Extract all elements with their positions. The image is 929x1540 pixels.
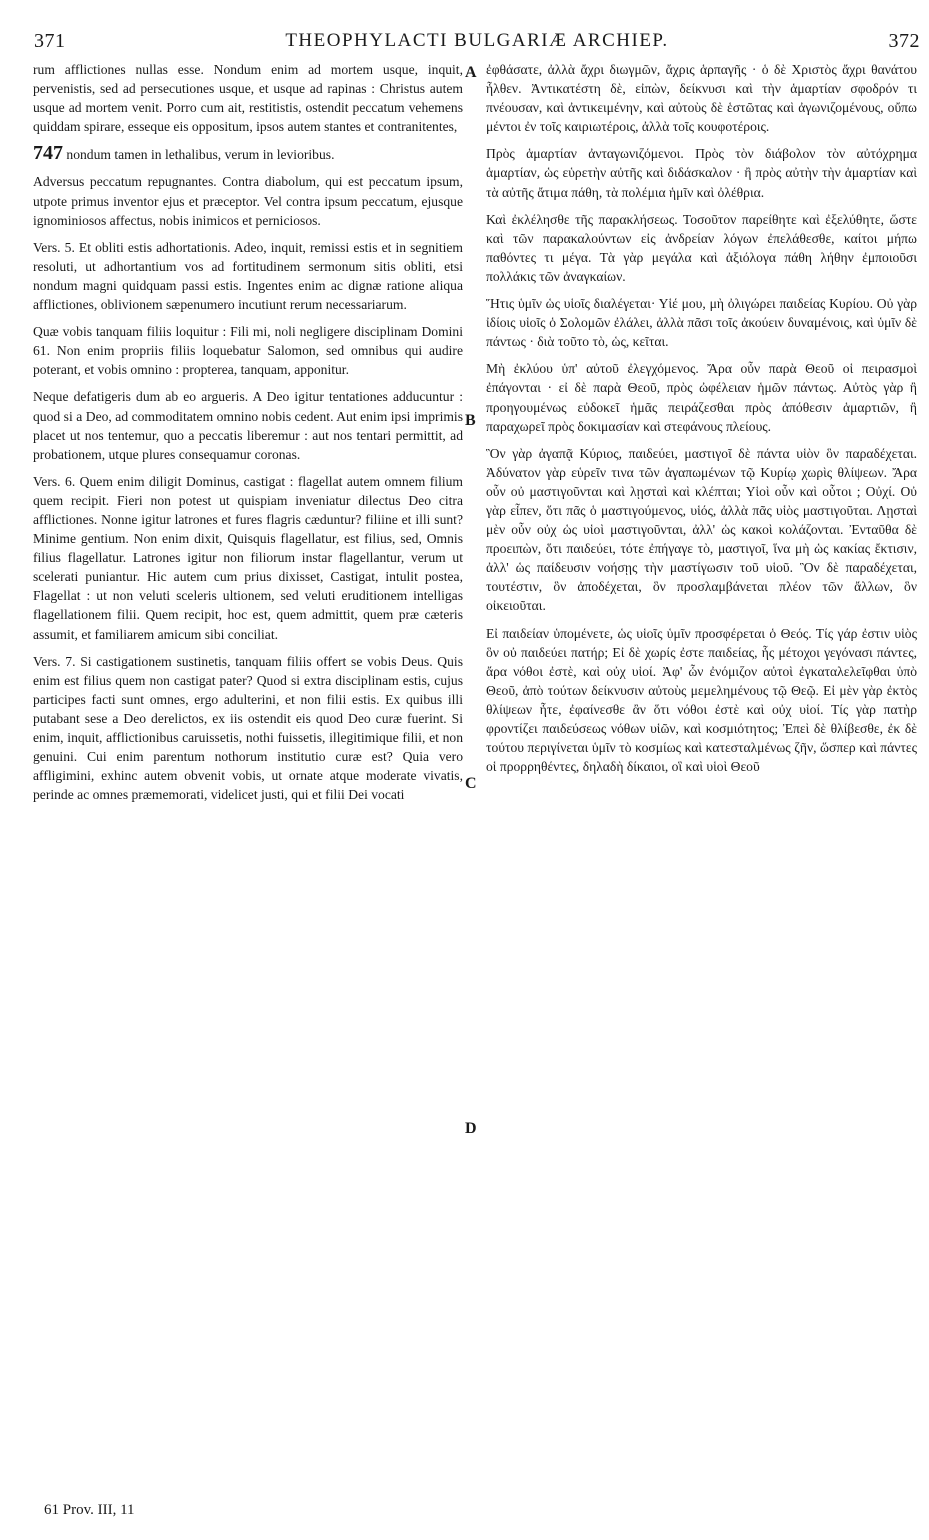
greek-paragraph: Εἰ παιδείαν ὑπομένετε, ὡς υἱοῖς ὑμῖν προσφέρεται ὁ Θεός. Τίς γάρ ἐστιν υἱὸς ὃν οὐ παιδεύει πατήρ; Εἰ δὲ χωρίς ἐστε παιδείας, ἧς μέτοχοι γεγόνασι πάντες, ἄρα νόθοι ἐστὲ, καὶ οὐχ υἱοί. Ἀφ' ὧν ἐνόμιζον αὐτοὶ ἐγκαταλελεῖφθαι ὑπὸ Θεοῦ, ἀπὸ τούτων δείκνυσιν αὐτοὺς μεμελημένους τῷ Θεῷ. Εἰ μὲν γὰρ ἐκτὸς θλίψεων ἦτε, ἐφαίνεσθε ἂν ὅτι νόθοι ἐστὲ καὶ οὐχ υἱοί. Τίς γὰρ πατὴρ φροντίζει παιδεύσεως νόθων υἱῶν, καὶ κοσμιότητος; Ἐπεὶ δὲ θλίβεσθε, ἐκ δὲ τούτου περιγίνεται ὑμῖν τὸ κοσμίως καὶ κατεσταλμένως ζῆν, ὥσπερ καὶ πάντες οἱ προρρηθέντες, δηλαδὴ δίκαιοι, οἳ καὶ υἱοὶ Θεοῦ [486, 625, 917, 775]
footnote: 61 Prov. III, 11 [44, 1502, 135, 1518]
latin-column [33, 60, 463, 812]
page-header [34, 0, 920, 58]
latin-paragraph: rum afflictiones nullas esse. Nondum enim ad mortem usque, inquit, pervenistis, sed ad persecutiones usque, et usque ad rapinas : Christus autem usque ad mortem venit. Porro cum ait, restitistis, ostendit peccatum vehemens quiddam spirare, esseque eis oppositum, ipsos autem stantes et contranitentes, [33, 62, 463, 135]
latin-paragraph: Vers. 7. Si castigationem sustinetis, tanquam filiis offert se vobis Deus. Quis enim est filius quem non castigat pater? Quod si extra disciplinam estis, cujus participes facti sunt omnes, ergo adulterini, et non filii estis. Ex quibus illi putabant sese a Deo derelictos, ex iis ostendit eis quod Deo curæ fuerint. Si enim, inquit, afflictionibus caruissetis, nothi fuissetis, illegitimique filii, et non genuini. Cui enim parentum nothorum institutio curæ est? Quia vero affligimini, exhinc autem obvenit vobis, ut ornate atque moderate vivatis, perinde ac omnes præmemorati, videlicet justi, qui et filii Dei vocati [33, 653, 463, 803]
latin-paragraph: Neque defatigeris dum ab eo argueris. A Deo igitur tentationes adducuntur : quod si a Deo, ad commoditatem omnino nobis cedent. Aut enim ipsi imprimis placet ut nos tentemur, quo a peccatis liberemur : aut nos tentari permittit, ad probationem, utque plures consequamur coronas. [33, 389, 463, 462]
page-number-right: 372 [888, 30, 920, 52]
latin-paragraph: Quæ vobis tanquam filiis loquitur : Fili mi, noli negligere disciplinam Domini 61. Non enim propriis filiis loquebatur Salomon, sed omnibus qui audire poterant, et vobis omnino : propterea, tanquam, apponitur. [33, 324, 463, 378]
latin-paragraph-text: nondum tamen in lethalibus, verum in levioribus. [66, 147, 335, 163]
greek-paragraph: Μὴ ἐκλύου ὑπ' αὐτοῦ ἐλεγχόμενος. Ἄρα οὖν παρὰ Θεοῦ οἱ πειρασμοὶ ἐπάγονται · εἰ δὲ παρὰ Θεοῦ, πρὸς ὠφέλειαν ἡμῶν πάντως. Αὐτὸς γὰρ ἢ προηγουμένως εὐδοκεῖ ἡμᾶς πειράζεσθαι πρὸς ἀπόθεσιν ἁμαρτιῶν, ἢ παραχωρεῖ πρὸς δοκιμασίαν καὶ στεφάνους πλείους. [486, 361, 917, 434]
greek-paragraph: ἐφθάσατε, ἀλλὰ ἄχρι διωγμῶν, ἄχρις ἁρπαγῆς · ὁ δὲ Χριστὸς ἄχρι θανάτου ἦλθεν. Ἀντικατέστη δὲ, εἰπὼν, δείκνυσι καὶ τὴν ἁμαρτίαν σφοδρόν τι πνέουσαν, καὶ ἀντικειμένην, καὶ αὐτοὺς δὲ ἑστῶτας καὶ ἀγωνιζομένους, οὔπω μέντοι ἐν τοῖς καιριωτέροις, ἀλλὰ τοῖς κουφοτέροις. [486, 62, 917, 135]
greek-column [486, 60, 917, 784]
running-title: THEOPHYLACTI BULGARIÆ ARCHIEP. [285, 30, 669, 51]
greek-paragraph: Καὶ ἐκλέλησθε τῆς παρακλήσεως. Τοσοῦτον παρείθητε καὶ ἐξελύθητε, ὥστε καὶ τῶν παρακαλούντων εἰς ἀνδρείαν λόγων ἐπελάθεσθε, καίτοι μήπω παθόντες τι μέγα. Τὰ γὰρ μεγάλα καὶ ἀξιόλογα πάθη λήθην ἐμποιοῦσι πολλάκις τῶν ἀναγκαίων. [486, 211, 917, 284]
column-number: 747 [33, 142, 63, 165]
margin-letter-d: D [465, 1120, 477, 1137]
margin-letter-a: A [465, 64, 477, 81]
margin-letter-c: C [465, 775, 477, 792]
page-number-left: 371 [34, 30, 66, 52]
margin-letter-b: B [465, 412, 476, 429]
greek-paragraph: Ἥτις ὑμῖν ὡς υἱοῖς διαλέγεται· Υἱέ μου, μὴ ὀλιγώρει παιδείας Κυρίου. Οὐ γὰρ ἰδίοις υἱοῖς ὁ Σολομῶν ἐλάλει, ἀλλὰ πᾶσι τοῖς ἀκούειν δυναμένοις, καὶ ὑμῖν δὲ πάντως · διὰ τοῦτο τὸ, ὡς, κεῖται. [486, 296, 917, 350]
greek-paragraph: Πρὸς ἁμαρτίαν ἀνταγωνιζόμενοι. Πρὸς τὸν διάβολον τὸν αὐτόχρημα ἁμαρτίαν, ὡς εὑρετὴν αὐτῆς καὶ διδάσκαλον · ἢ πρὸς αὐτὴν τὴν ἁμαρτίαν καὶ τὰ αὐτῆς ἄτιμα πάθη, τὰ πολέμια ἡμῖν καὶ ὀλέθρια. [486, 146, 917, 200]
latin-paragraph: Adversus peccatum repugnantes. Contra diabolum, qui est peccatum ipsum, utpote primus inventor ejus et præceptor. Vel contra ipsum peccatum, ejusque ignominiosos affectus, nobis inimicos et perniciosos. [33, 174, 463, 228]
latin-paragraph: Vers. 5. Et obliti estis adhortationis. Adeo, inquit, remissi estis et in segnitiem resoluti, ut adhortantium vos ad fortitudinem sermonum sitis obliti, etsi nondum magni quidquam passi estis. Ingentes enim ac dignæ ratione aliqua afflictiones, oblivionem sæpenumero incutiunt rerum necessariarum. [33, 239, 463, 313]
latin-paragraph: Vers. 6. Quem enim diligit Dominus, castigat : flagellat autem omnem filium quem recipit. Fieri non potest ut quispiam inveniatur dilectus Deo citra afflictiones. Nonne igitur latrones et fures flagris cæduntur? filiine et illi sunt? Minime gentium. Non enim dixit, Quisquis flagellatur, est filius, sed, Omnis filius flagellatur. Latrones igitur non filiorum instar flagellantur, verum ut scelerati puniantur. Hic autem cum prius dixisset, Castigat, intulit postea, Flagellat : ut non veluti sceleris ultionem, sed veluti eruditionem intelligas flagellationem filii. Quem recipit, hoc est, quem admittit, quem præ cæteris assumit, et familiarem amicum sibi conciliat. [33, 473, 463, 642]
latin-paragraph [33, 144, 463, 164]
greek-paragraph: Ὃν γὰρ ἀγαπᾷ Κύριος, παιδεύει, μαστιγοῖ δὲ πάντα υἱὸν ὃν παραδέχεται. Ἀδύνατον γὰρ εὑρεῖν τινα τῶν ἀγαπωμένων τῷ Κυρίῳ χωρὶς θλίψεων. Ἄρα οὖν οὐ μαστιγοῦνται καὶ λῃσταὶ καὶ κλέπται; Υἱοὶ οὖν καὶ οὗτοι ; Οὐχί. Οὐ γὰρ εἶπεν, ὅτι πᾶς ὁ μαστιγούμενος, υἱός, ἀλλὰ πᾶς υἱὸς μαστιγοῦται. Λῃσταὶ μὲν οὖν οὐχ ὡς υἱοὶ μαστιγοῦνται, ἀλλ' ὡς κακοὶ κολάζονται. Ἐνταῦθα δὲ προειπὼν, ὅτι παιδεύει, τότε ἐπήγαγε τὸ, μαστιγοῖ, ἵνα μὴ ὡς κακίας ἔκτισιν, ἀλλ' ὡς παίδευσιν νοήσῃς τὴν μαστίγωσιν τοῦ υἱοῦ. Ὃν δὲ παραδέχεται, τουτέστιν, ὃν ἀποδέχεται, ὃν προσλαμβάνεται πλέον τῶν ἄλλων, ὃν οἰκειοῦται. [486, 445, 917, 614]
